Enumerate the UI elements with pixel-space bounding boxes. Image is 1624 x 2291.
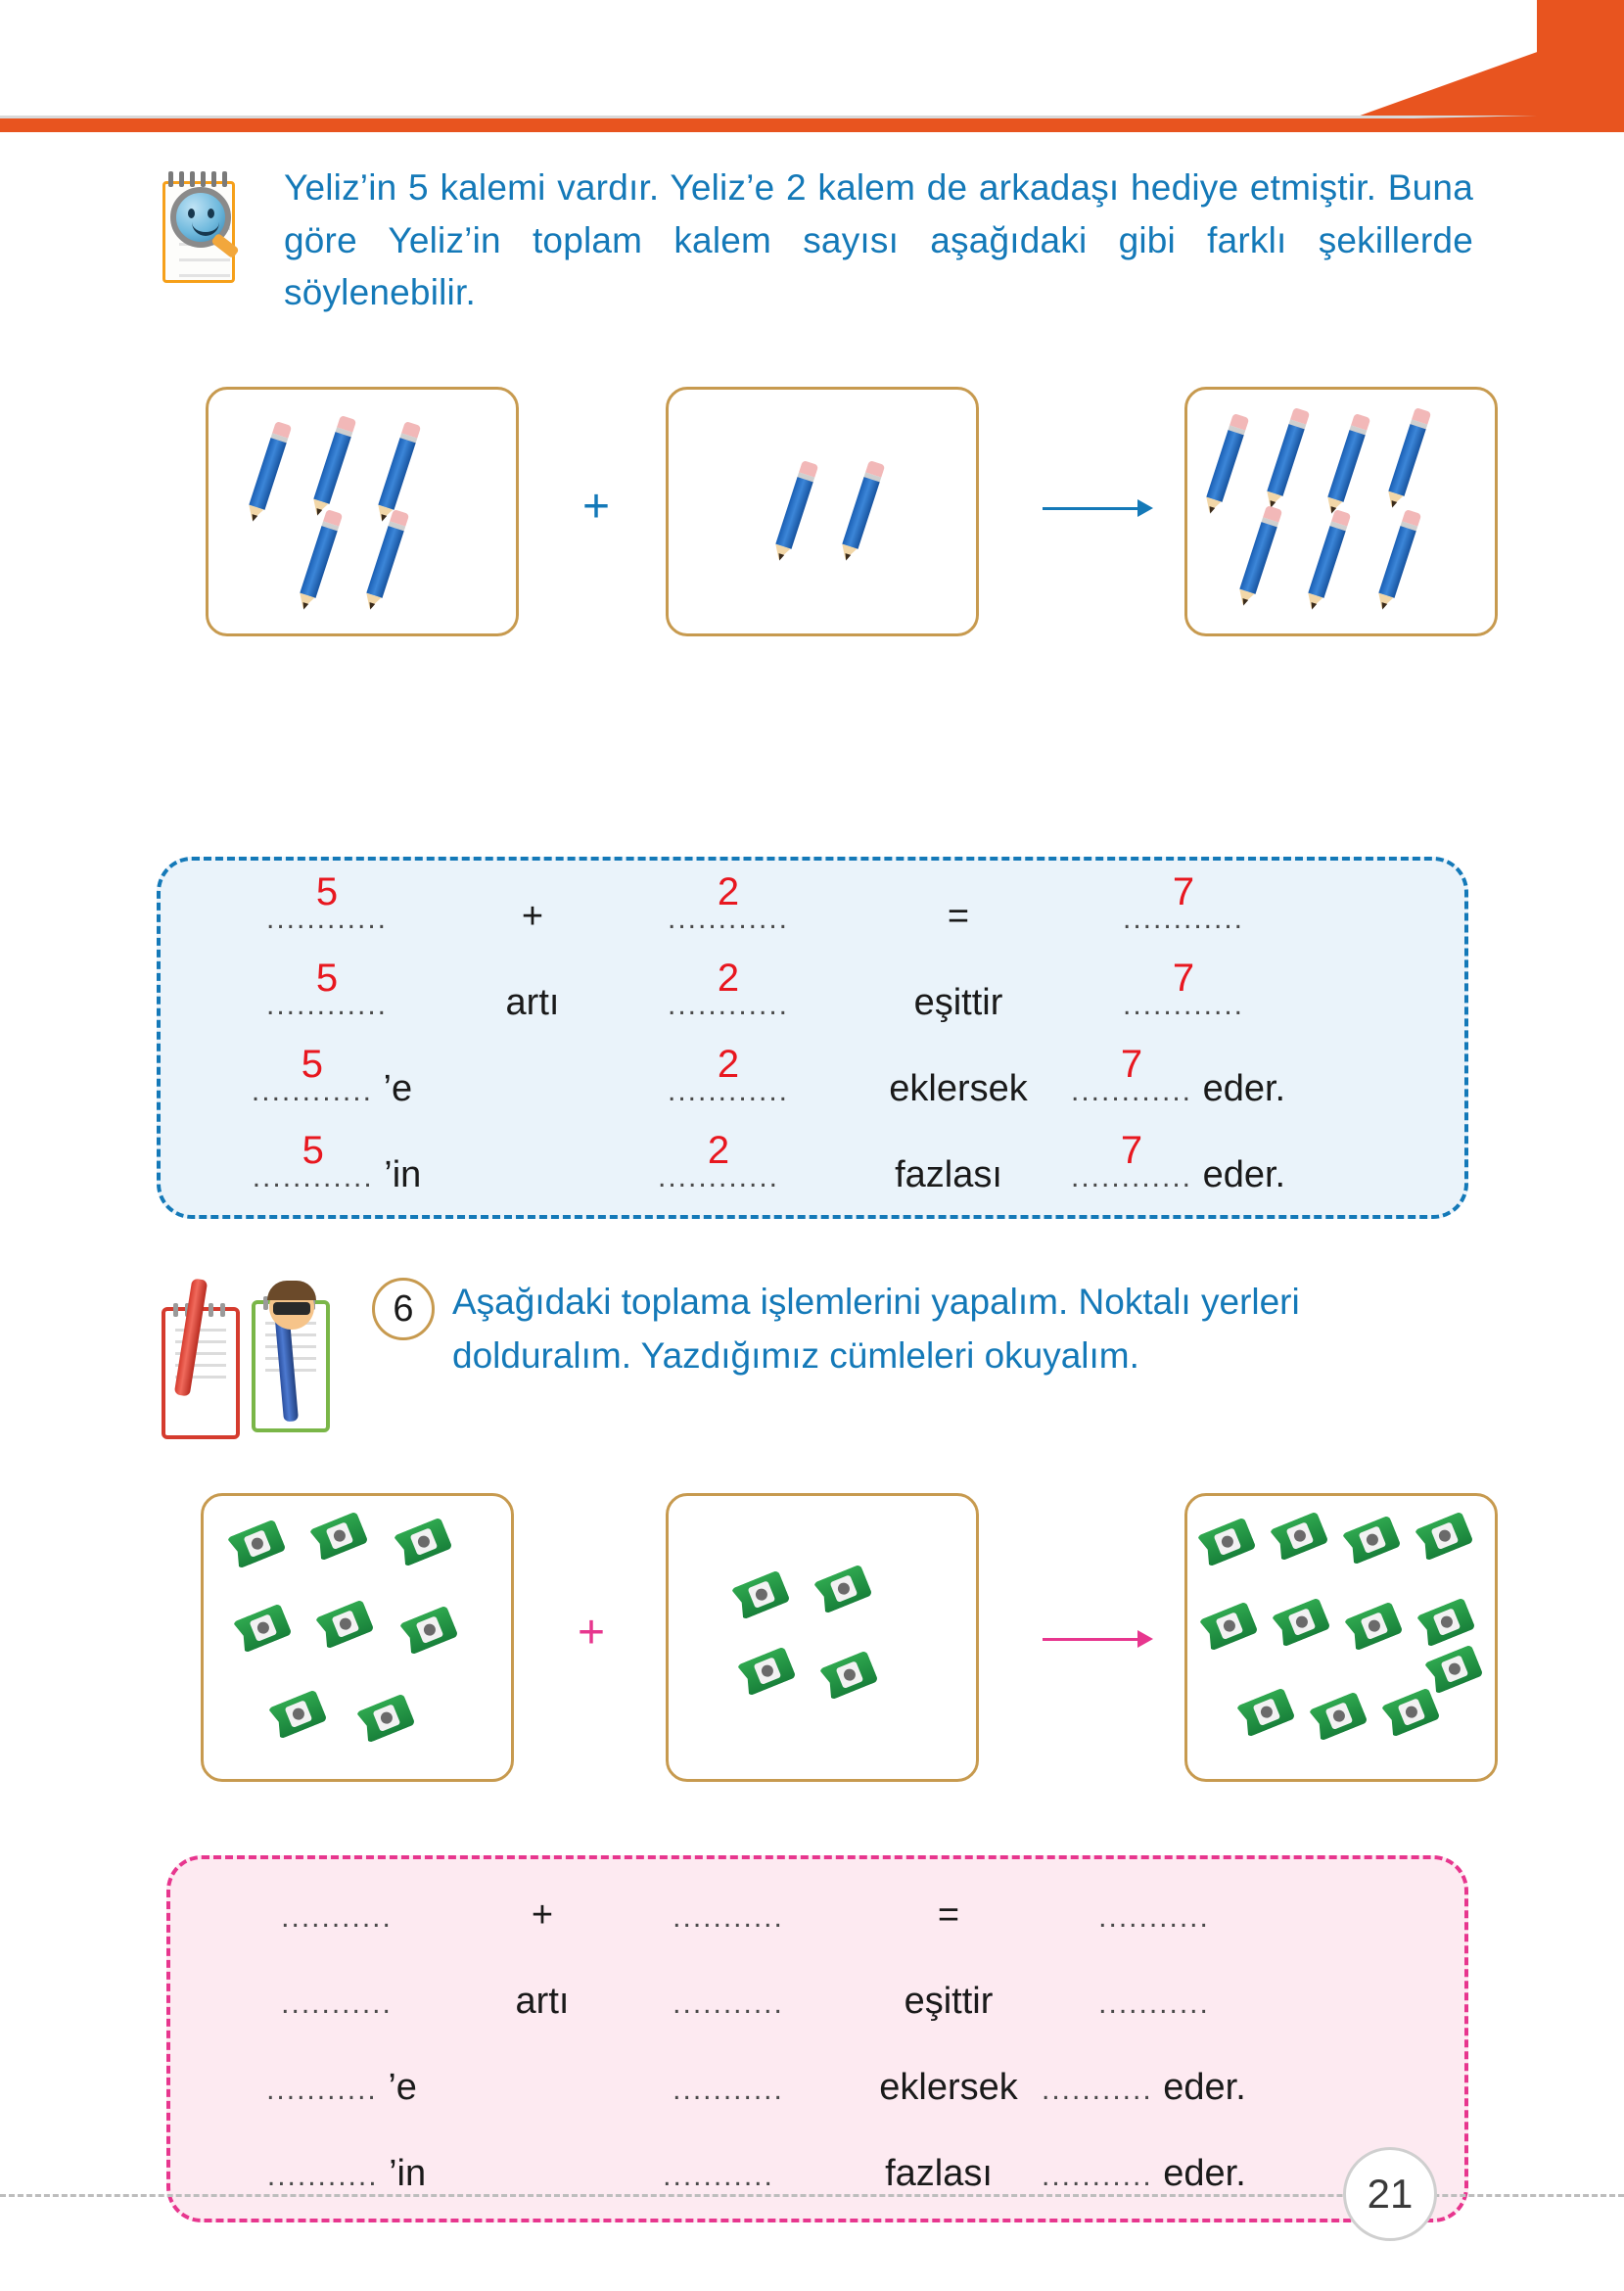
answer-row [170,1894,1464,1981]
answer-value[interactable]: 2 [717,957,740,1000]
blank-dots: ........... [1098,1901,1210,1934]
row-equals: fazlası [885,2153,993,2194]
blank-dots: ........... [1042,2160,1153,2192]
blank-dots: ............ [657,1161,780,1193]
intro-text: Yeliz’in 5 kalemi vardır. Yeliz’e 2 kalem de arkadaşı hediye etmiştir. Buna göre Yeliz’in toplam kalem sayısı aşağıdaki gibi farklı şekillerde söylenebilir. [284,167,1473,313]
blank-dots: ........... [673,1987,784,2020]
example-plus-sign: + [582,481,611,533]
row-suffix: eder. [1202,1154,1286,1195]
blank-dots: ............ [265,903,389,935]
blank-dots: ........... [663,2160,774,2192]
answer-row [161,1129,1464,1240]
blank-dots: ........... [281,1901,393,1934]
blank-dots: ........... [281,1987,393,2020]
notebook-magnifier-icon [157,169,241,287]
sharpeners-group-12-box [1184,1493,1498,1782]
blank-dots: ............ [265,989,389,1021]
row-equals: eşittir [904,1981,994,2022]
row-operator: artı [515,1981,570,2022]
pencils-group-7-box [1184,387,1498,636]
pencils-group-2-box [666,387,979,636]
row-suffix: eder. [1202,1068,1286,1109]
activity-number-badge: 6 [372,1278,435,1340]
answer-value[interactable]: 5 [315,870,339,913]
blank-dots: ............ [667,989,790,1021]
activity-instruction-text: Aşağıdaki toplama işlemlerini yapalım. Noktalı yerleri dolduralım. Yazdığımız cümleleri okuyalım. [452,1282,1300,1376]
activity-answer-panel [166,1855,1468,2222]
row-operator: + [521,896,544,937]
notebooks-pens-icon [162,1273,357,1454]
activity-picture-row [137,1493,1488,1787]
answer-row [161,957,1464,1068]
page-number: 21 [1343,2147,1437,2241]
blank-dots: ........... [673,2074,784,2106]
answer-value[interactable]: 2 [717,1043,740,1086]
answer-row [161,1043,1464,1154]
row-operator: ’in [384,1154,422,1195]
character-face-icon [269,1285,314,1330]
blank-dots: ............ [667,903,790,935]
blank-dots: ............ [251,1075,373,1107]
row-equals: eşittir [913,982,1003,1023]
row-equals: eklersek [889,1068,1028,1109]
row-operator: ’e [388,2067,417,2108]
row-equals: eklersek [879,2067,1018,2108]
row-equals: = [947,896,970,937]
row-operator: + [531,1894,554,1936]
activity-arrow [1043,1638,1140,1641]
header-white-shape [0,0,1537,116]
sharpeners-group-8-box [201,1493,514,1782]
blank-dots: ........... [1042,2074,1153,2106]
blank-dots: ........... [673,1901,784,1934]
example-answer-panel [157,857,1468,1219]
example-arrow [1043,507,1140,510]
header-divider-line [0,116,1537,118]
sharpeners-group-4-box [666,1493,979,1782]
answer-row [170,2067,1464,2153]
row-equals: = [937,1894,960,1936]
row-operator: artı [505,982,560,1023]
blank-dots: ............ [1071,1075,1193,1107]
row-suffix: eder. [1163,2067,1246,2108]
blank-dots: ........... [266,2160,379,2192]
answer-value[interactable]: 5 [301,1043,324,1086]
answer-value[interactable]: 2 [717,870,740,913]
row-suffix: eder. [1163,2153,1246,2194]
answer-value[interactable]: 5 [315,957,339,1000]
blank-dots: ............ [1071,1161,1193,1193]
activity-arrow-head [1137,1630,1153,1648]
blank-dots: ............ [1122,903,1245,935]
example-arrow-head [1137,499,1153,517]
answer-row [170,1981,1464,2067]
blank-dots: ............ [1122,989,1245,1021]
pencils-group-5-box [206,387,519,636]
answer-value[interactable]: 7 [1120,1129,1143,1172]
page-header [0,0,1624,132]
blank-dots: ........... [1098,1987,1210,2020]
row-equals: fazlası [895,1154,1002,1195]
answer-row [161,870,1464,982]
answer-value[interactable]: 2 [707,1129,730,1172]
blank-dots: ............ [252,1161,374,1193]
blank-dots: ........... [266,2074,378,2106]
answer-value[interactable]: 7 [1172,870,1195,913]
example-picture-row [137,387,1488,646]
answer-value[interactable]: 5 [302,1129,324,1172]
answer-value[interactable]: 7 [1172,957,1195,1000]
activity-plus-sign: + [578,1607,606,1659]
page-content [0,132,1624,2291]
answer-value[interactable]: 7 [1120,1043,1143,1086]
row-operator: ’e [383,1068,413,1109]
row-operator: ’in [389,2153,427,2194]
blank-dots: ............ [667,1075,790,1107]
